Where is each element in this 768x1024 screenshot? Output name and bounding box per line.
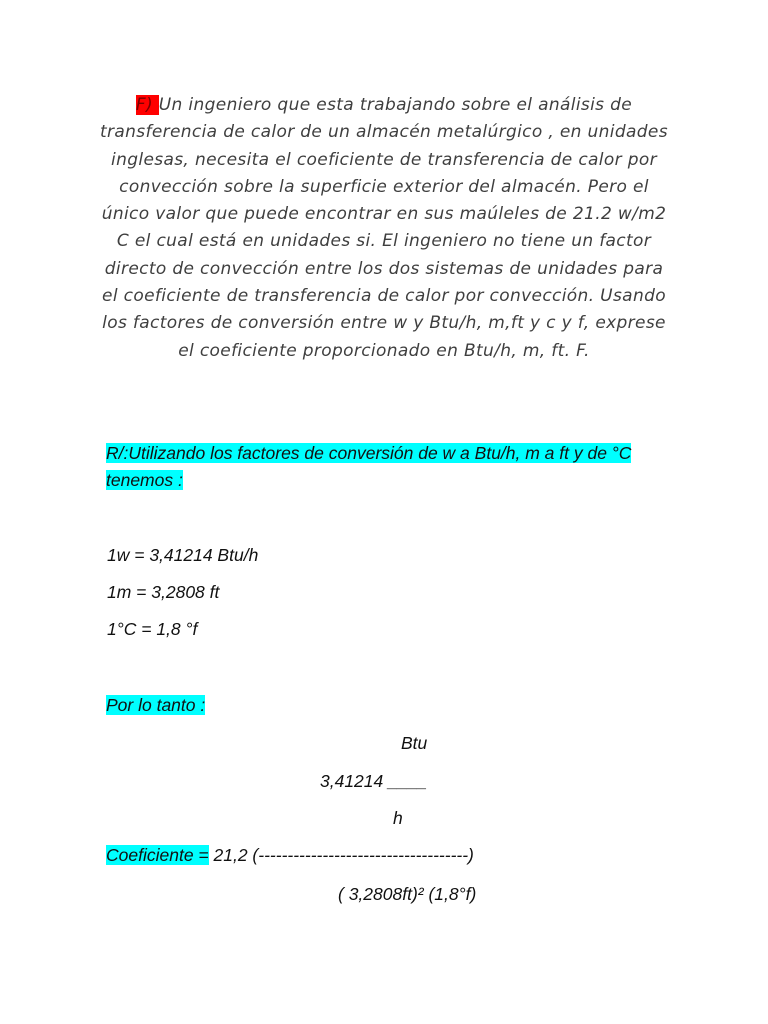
fraction-denominator: ( 3,2808ft)² (1,8°f) xyxy=(338,884,477,904)
conversion-watt: 1w = 3,41214 Btu/h xyxy=(107,545,259,565)
conversion-celsius: 1°C = 1,8 °f xyxy=(107,619,198,639)
answer-intro xyxy=(106,440,666,494)
therefore-text: Por lo tanto : xyxy=(106,695,206,715)
therefore-label xyxy=(106,695,205,716)
coefficient-line xyxy=(106,845,474,866)
fraction-btu: Btu xyxy=(401,733,428,753)
problem-text: Un ingeniero que esta trabajando sobre el análisis de transferencia de calor de un almacén metalúrgico , en unidades inglesas, necesita el coeficiente de transferencia de calor por convección sobre la superficie exterior del almacén. Pero el único valor que puede encontrar en sus maúleles de 21.2 w/m2 C el cual está en unidades si. El ingeniero no tiene un factor directo de convección entre los dos sistemas de unidades para el coeficiente de transferencia de calor por convección. Usando los factores de conversión entre w y Btu/h, m,ft y c y f, exprese el coeficiente proporcionado en Btu/h, m, ft. F. xyxy=(100,95,668,361)
coefficient-value: 21,2 (------------------------------------) xyxy=(208,845,474,865)
problem-statement xyxy=(100,92,668,365)
answer-intro-text: R/:Utilizando los factores de conversión de w a Btu/h, m a ft y de °C tenemos : xyxy=(106,443,632,490)
problem-tag: F) xyxy=(135,95,159,115)
fraction-numerator: 3,41214 ____ xyxy=(320,771,428,791)
fraction-h: h xyxy=(393,808,403,828)
coefficient-label: Coeficiente = xyxy=(106,845,209,865)
conversion-meter: 1m = 3,2808 ft xyxy=(107,582,220,602)
